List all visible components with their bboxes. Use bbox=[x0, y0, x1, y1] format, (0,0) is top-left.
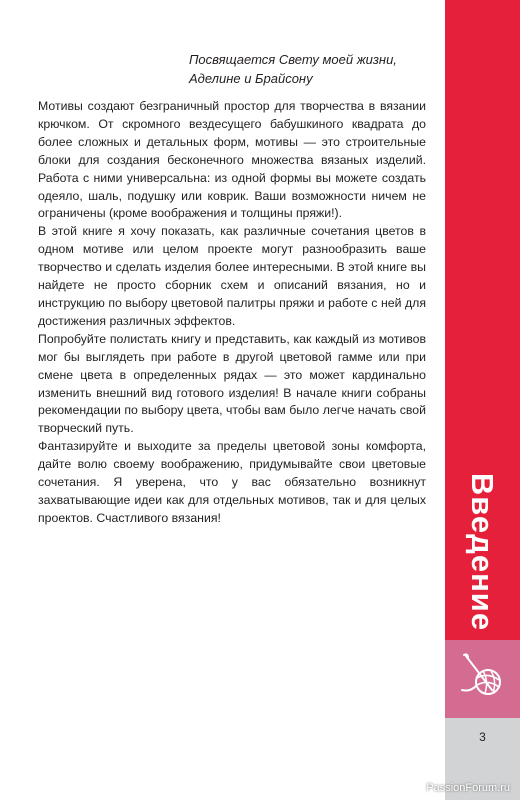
dedication-line-2: Аделине и Брайсону bbox=[189, 71, 313, 86]
dedication bbox=[189, 50, 429, 88]
yarn-ball-with-crochet-hook-icon bbox=[458, 652, 508, 702]
paragraph: Попробуйте полистать книгу и представить, как каждый из мотивов мог бы выглядеть при работе в другой цветовой гамме или при смене цвета в определенных рядах — это может кардинально изменить внешний вид готового изделия! В начале книги собраны рекомендации по выбору цвета, чтобы вам было легче начать свой творческий путь. bbox=[38, 331, 426, 436]
paragraph: Мотивы создают безграничный простор для творчества в вязании крючком. От скромного вездесущего бабушкиного квадрата до более сложных и детальных форм, мотивы — это строительные блоки для создания бесконечного множества вязаных изделий. Работа с ними универсальна: из одной формы вы можете создать одеяло, шаль, подушку или коврик. Ваши возможности ничем не ограничены (кроме воображения и толщины пряжи!). bbox=[38, 99, 426, 221]
dedication-line-1: Посвящается Свету моей жизни, bbox=[189, 52, 397, 67]
paragraph: Фантазируйте и выходите за пределы цветовой зоны комфорта, дайте волю своему воображению, придумывайте свои цветовые сочетания. Я уверена, что у вас обязательно возникнут захватывающие идеи как для отдельных мотивов, так и для целых проектов. Счастливого вязания! bbox=[38, 439, 426, 525]
paragraph: В этой книге я хочу показать, как различные сочетания цветов в одном мотиве или целом проекте могут разнообразить ваше творчество и сделать изделия более интересными. В этой книге вы найдете не просто сборник схем и описаний вязания, но и инструкцию по выбору цветовой палитры пряжи и работе с ней для достижения различных эффектов. bbox=[38, 224, 426, 328]
chapter-title: Введение bbox=[465, 472, 500, 632]
introduction-text bbox=[38, 98, 426, 528]
watermark: PassionForum.ru bbox=[426, 782, 510, 794]
page-number: 3 bbox=[479, 730, 486, 744]
